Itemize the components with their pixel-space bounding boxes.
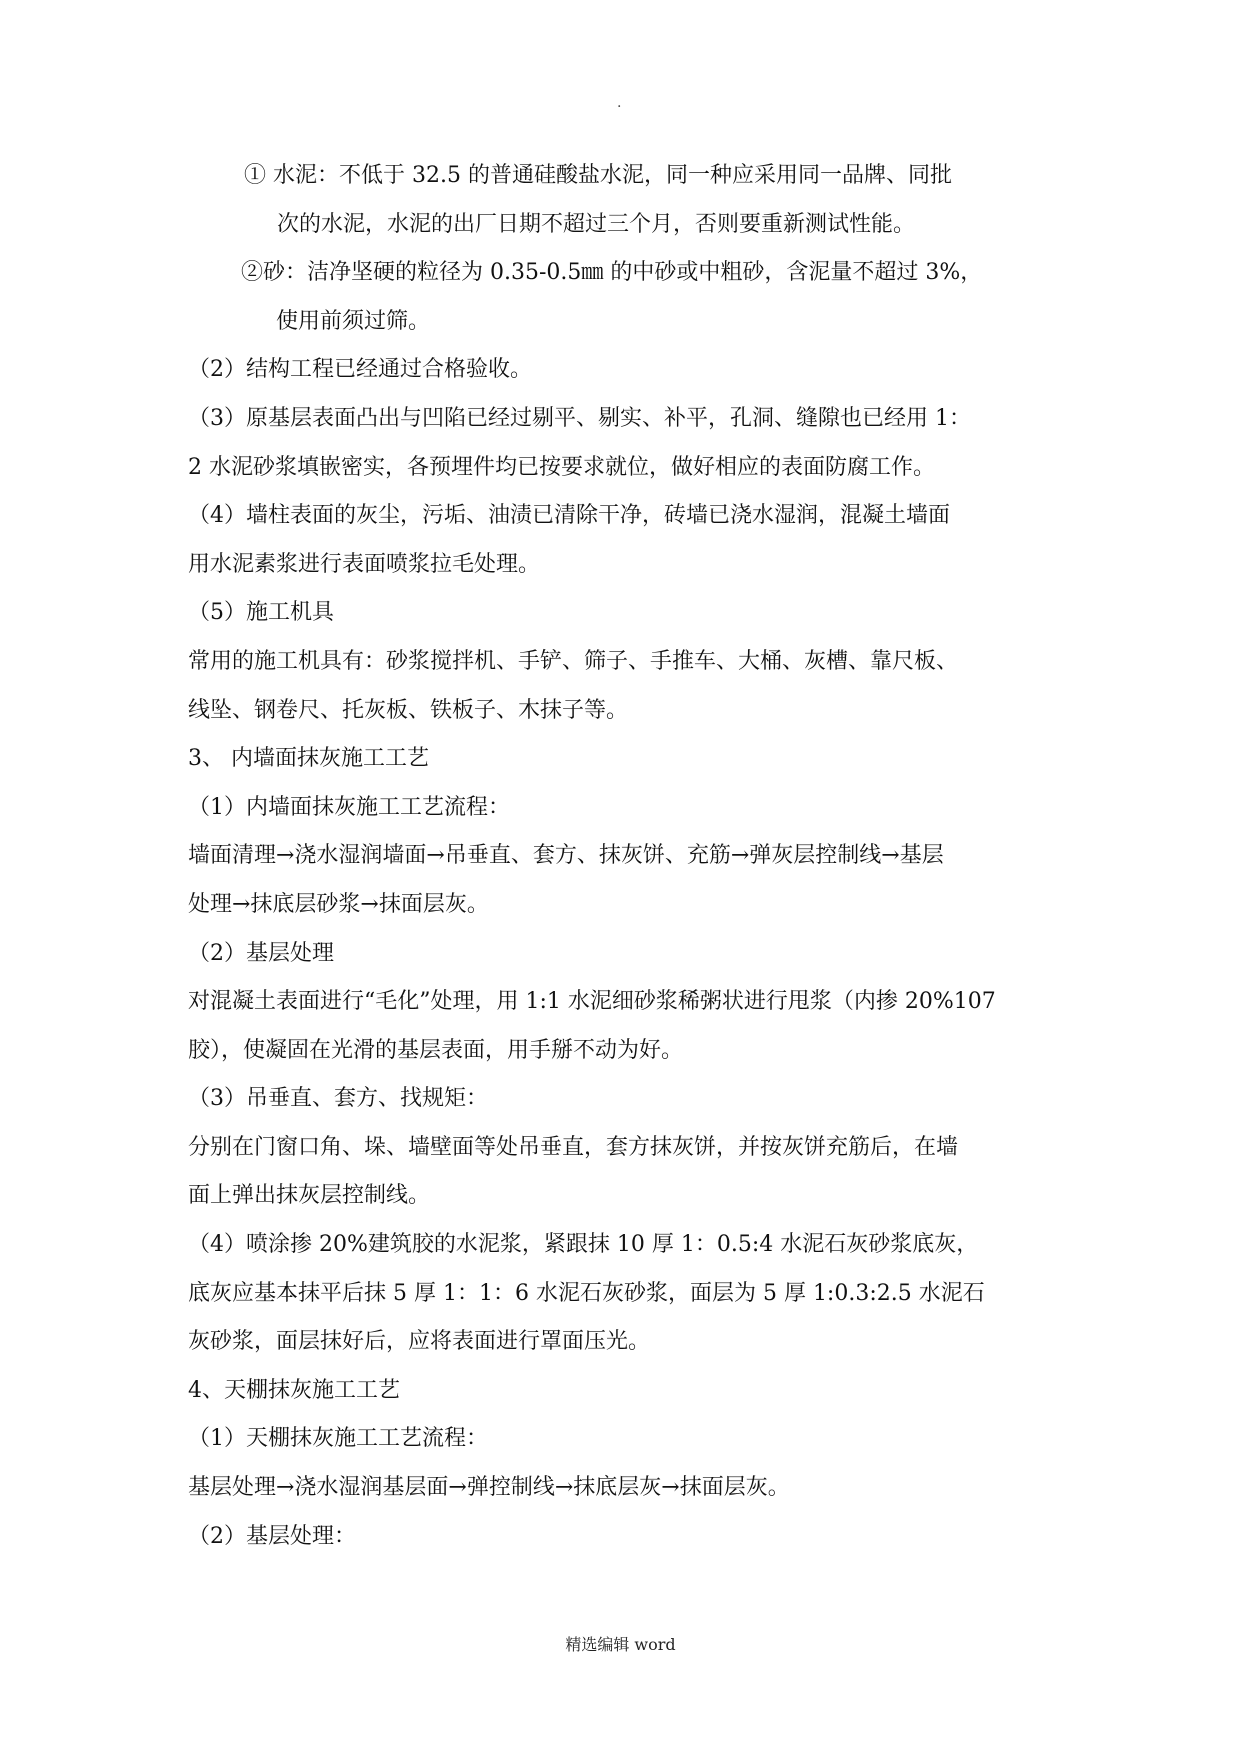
section-heading: 4、天棚抹灰施工工艺 bbox=[188, 1377, 400, 1403]
text-line: 2 水泥砂浆填嵌密实，各预埋件均已按要求就位，做好相应的表面防腐工作。 bbox=[188, 454, 935, 480]
page-footer: 精选编辑 word bbox=[565, 1635, 676, 1654]
text-line: （3）原基层表面凸出与凹陷已经过剔平、剔实、补平，孔洞、缝隙也已经用 1： bbox=[188, 405, 971, 431]
text-line: 使用前须过筛。 bbox=[276, 308, 431, 334]
text-line: 分别在门窗口角、垛、墙壁面等处吊垂直，套方抹灰饼，并按灰饼充筋后，在墙 bbox=[188, 1134, 959, 1160]
section-heading: 3、 内墙面抹灰施工工艺 bbox=[188, 746, 429, 772]
text-line: （2）基层处理： bbox=[188, 1523, 356, 1549]
text-line: （1）内墙面抹灰施工工艺流程： bbox=[188, 794, 510, 820]
text-line: 对混凝土表面进行“毛化”处理，用 1:1 水泥细砂浆稀粥状进行甩浆（内掺 20%107 bbox=[188, 989, 996, 1015]
text-line: （3）吊垂直、套方、找规矩： bbox=[188, 1086, 488, 1112]
header-dot: . bbox=[617, 95, 622, 111]
text-line: （5）施工机具 bbox=[188, 600, 334, 626]
text-line: 线坠、钢卷尺、托灰板、铁板子、木抹子等。 bbox=[188, 697, 629, 723]
text-line: （2）基层处理 bbox=[188, 940, 334, 966]
text-line: 基层处理→浇水湿润基层面→弹控制线→抹底层灰→抹面层灰。 bbox=[188, 1475, 790, 1501]
text-line: 处理→抹底层砂浆→抹面层灰。 bbox=[188, 891, 489, 917]
text-line: （1）天棚抹灰施工工艺流程： bbox=[188, 1426, 488, 1452]
text-line: 面上弹出抹灰层控制线。 bbox=[188, 1183, 431, 1209]
text-line: （2）结构工程已经通过合格验收。 bbox=[188, 357, 532, 383]
text-line: 墙面清理→浇水湿润墙面→吊垂直、套方、抹灰饼、充筋→弹灰层控制线→基层 bbox=[188, 843, 944, 869]
document-body bbox=[188, 152, 1068, 1561]
text-line: 用水泥素浆进行表面喷浆拉毛处理。 bbox=[188, 551, 541, 577]
text-line: （4）喷涂掺 20%建筑胶的水泥浆，紧跟抹 10 厚 1：0.5:4 水泥石灰砂浆底灰， bbox=[188, 1232, 979, 1258]
text-line: 胶），使凝固在光滑的基层表面，用手掰不动为好。 bbox=[188, 1037, 684, 1063]
text-line: 次的水泥，水泥的出厂日期不超过三个月，否则要重新测试性能。 bbox=[277, 211, 916, 237]
text-line: 灰砂浆，面层抹好后，应将表面进行罩面压光。 bbox=[188, 1329, 651, 1355]
text-line: 底灰应基本抹平后抹 5 厚 1：1：6 水泥石灰砂浆，面层为 5 厚 1:0.3:2.5 水泥石 bbox=[188, 1280, 985, 1306]
text-line: （4）墙柱表面的灰尘，污垢、油渍已清除干净，砖墙已浇水湿润，混凝土墙面 bbox=[188, 503, 950, 529]
text-line: ① 水泥：不低于 32.5 的普通硅酸盐水泥，同一种应采用同一品牌、同批 bbox=[244, 163, 952, 188]
text-line: ②砂：洁净坚硬的粒径为 0.35-0.5㎜ 的中砂或中粗砂，含泥量不超过 3%， bbox=[241, 260, 983, 286]
text-line: 常用的施工机具有：砂浆搅拌机、手铲、筛子、手推车、大桶、灰槽、靠尺板、 bbox=[188, 648, 959, 674]
